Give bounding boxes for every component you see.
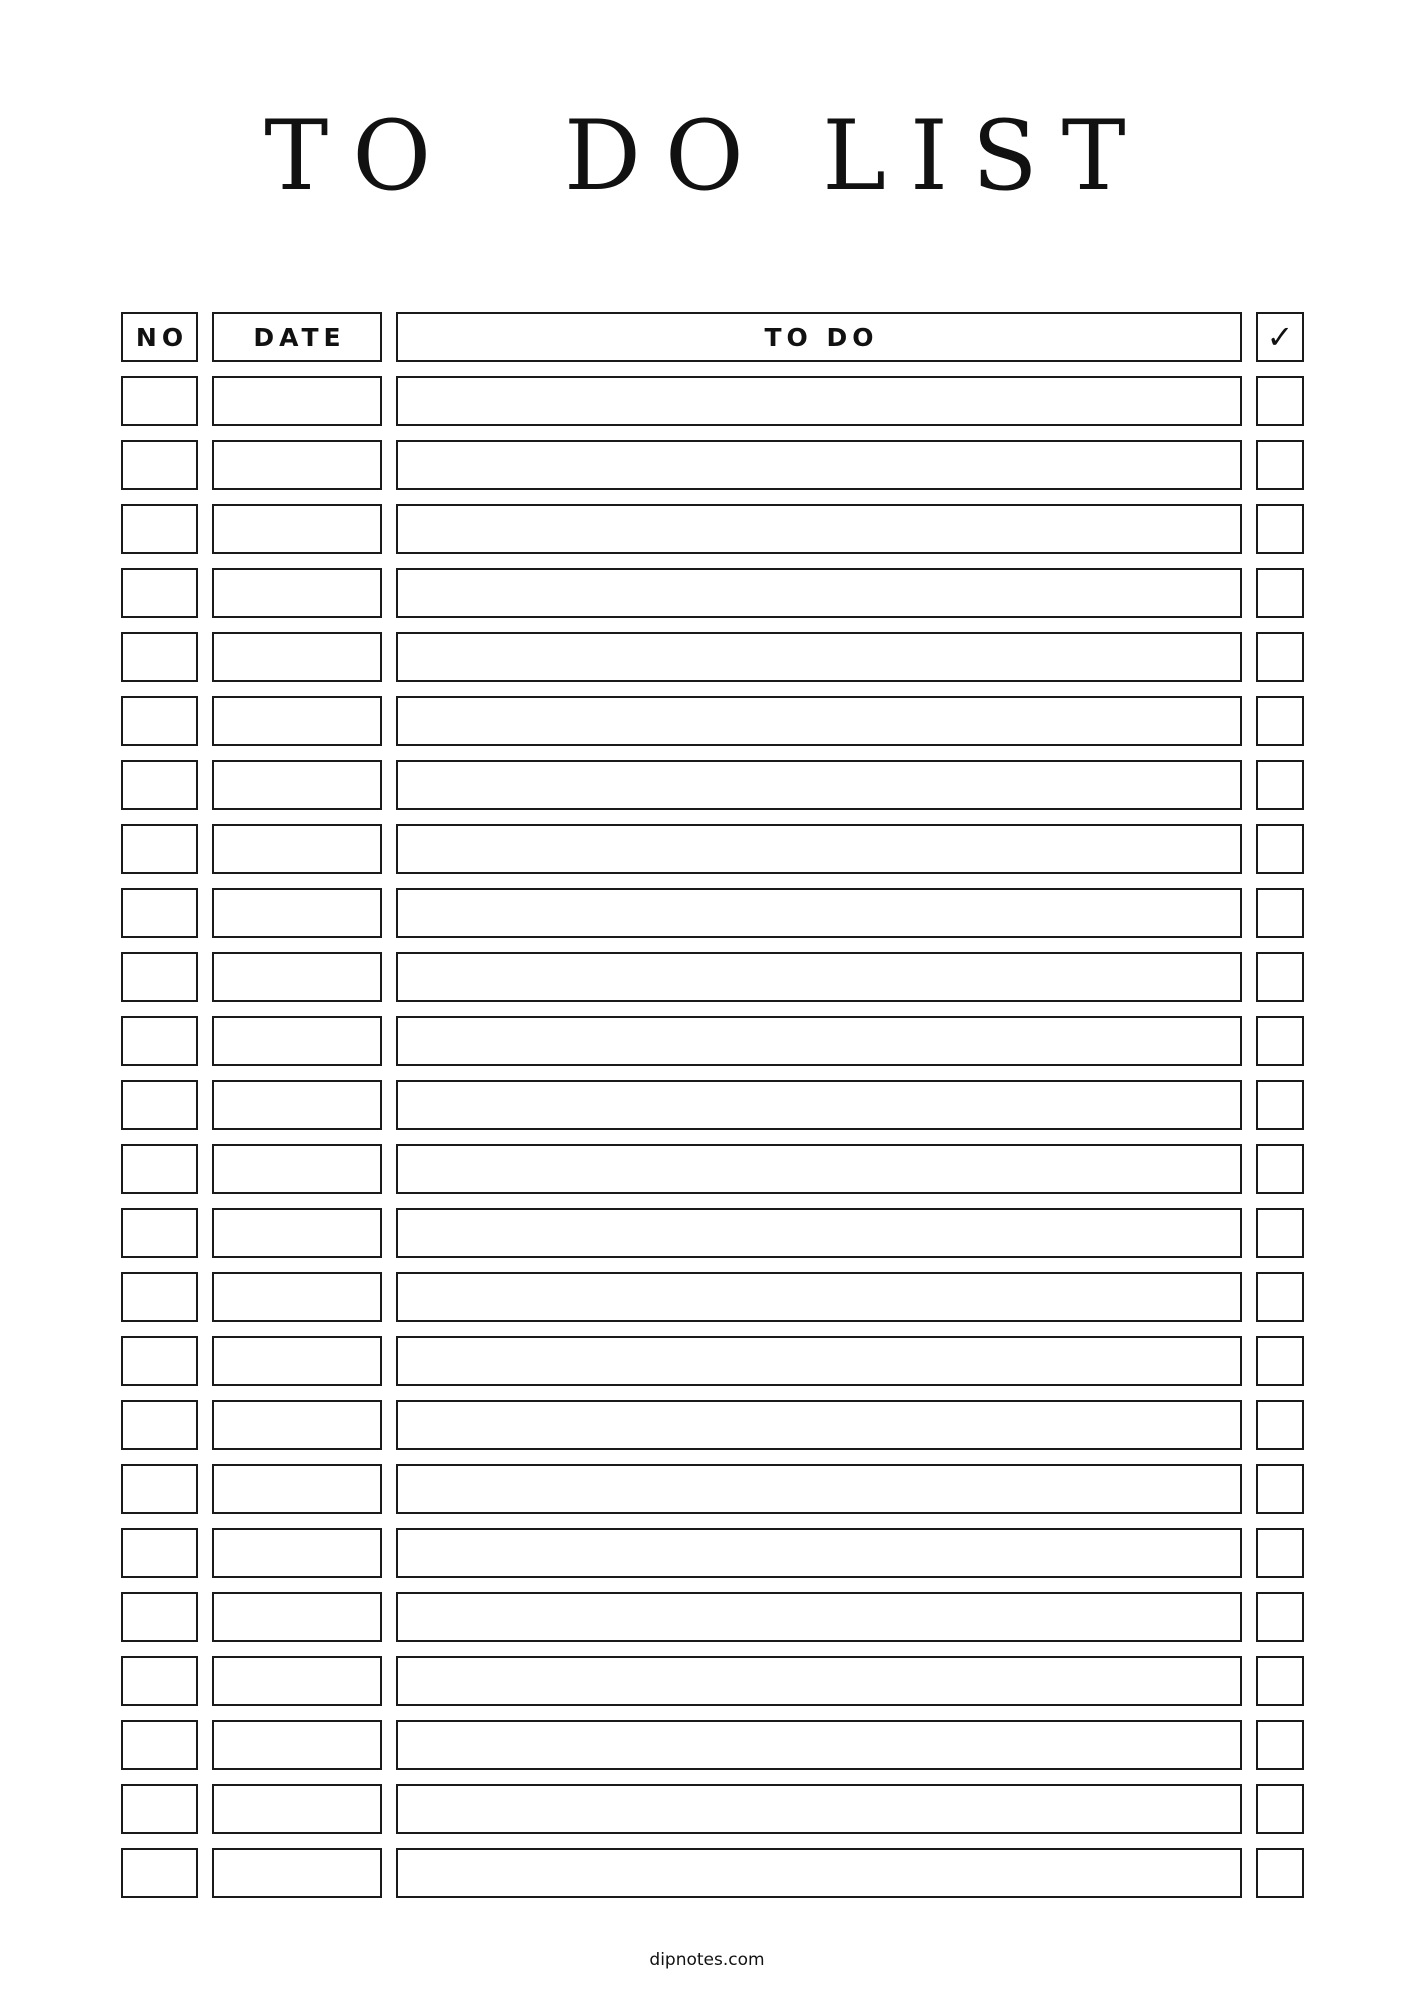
row-done-checkbox[interactable]: [1256, 1784, 1304, 1834]
row-date-cell[interactable]: [212, 824, 382, 874]
row-no-cell[interactable]: [121, 888, 198, 938]
row-no-cell[interactable]: [121, 1528, 198, 1578]
row-date-cell[interactable]: [212, 1208, 382, 1258]
row-date-cell[interactable]: [212, 504, 382, 554]
row-no-cell[interactable]: [121, 1144, 198, 1194]
row-todo-cell[interactable]: [396, 1336, 1242, 1386]
row-done-checkbox[interactable]: [1256, 1336, 1304, 1386]
row-no-cell[interactable]: [121, 1720, 198, 1770]
row-no-cell[interactable]: [121, 952, 198, 1002]
row-date-cell[interactable]: [212, 1016, 382, 1066]
row-done-checkbox[interactable]: [1256, 1080, 1304, 1130]
row-no-cell[interactable]: [121, 1272, 198, 1322]
row-done-checkbox[interactable]: [1256, 1720, 1304, 1770]
header-todo-label: TO DO: [764, 322, 879, 352]
row-todo-cell[interactable]: [396, 1144, 1242, 1194]
row-todo-cell[interactable]: [396, 696, 1242, 746]
row-todo-cell[interactable]: [396, 376, 1242, 426]
row-done-checkbox[interactable]: [1256, 1144, 1304, 1194]
row-no-cell[interactable]: [121, 1208, 198, 1258]
row-no-cell[interactable]: [121, 824, 198, 874]
header-done: [1256, 312, 1304, 362]
row-no-cell[interactable]: [121, 760, 198, 810]
row-todo-cell[interactable]: [396, 888, 1242, 938]
row-no-cell[interactable]: [121, 1784, 198, 1834]
row-date-cell[interactable]: [212, 376, 382, 426]
row-done-checkbox[interactable]: [1256, 760, 1304, 810]
row-no-cell[interactable]: [121, 1592, 198, 1642]
row-done-checkbox[interactable]: [1256, 1656, 1304, 1706]
row-no-cell[interactable]: [121, 1336, 198, 1386]
row-todo-cell[interactable]: [396, 1400, 1242, 1450]
row-date-cell[interactable]: [212, 1336, 382, 1386]
header-date: [212, 312, 382, 362]
row-done-checkbox[interactable]: [1256, 1016, 1304, 1066]
row-done-checkbox[interactable]: [1256, 952, 1304, 1002]
row-done-checkbox[interactable]: [1256, 632, 1304, 682]
row-date-cell[interactable]: [212, 1784, 382, 1834]
row-no-cell[interactable]: [121, 696, 198, 746]
row-no-cell[interactable]: [121, 440, 198, 490]
row-no-cell[interactable]: [121, 1464, 198, 1514]
row-date-cell[interactable]: [212, 568, 382, 618]
row-no-cell[interactable]: [121, 1080, 198, 1130]
row-todo-cell[interactable]: [396, 1848, 1242, 1898]
row-done-checkbox[interactable]: [1256, 504, 1304, 554]
row-no-cell[interactable]: [121, 376, 198, 426]
row-todo-cell[interactable]: [396, 1656, 1242, 1706]
row-no-cell[interactable]: [121, 568, 198, 618]
row-done-checkbox[interactable]: [1256, 824, 1304, 874]
row-done-checkbox[interactable]: [1256, 376, 1304, 426]
row-date-cell[interactable]: [212, 1400, 382, 1450]
row-done-checkbox[interactable]: [1256, 1400, 1304, 1450]
header-no-label: NO: [135, 322, 189, 352]
page-title: TO DO LIST: [264, 100, 1150, 212]
row-done-checkbox[interactable]: [1256, 440, 1304, 490]
row-date-cell[interactable]: [212, 1720, 382, 1770]
row-todo-cell[interactable]: [396, 1080, 1242, 1130]
row-no-cell[interactable]: [121, 504, 198, 554]
row-todo-cell[interactable]: [396, 1720, 1242, 1770]
row-done-checkbox[interactable]: [1256, 1528, 1304, 1578]
row-done-checkbox[interactable]: [1256, 1848, 1304, 1898]
row-todo-cell[interactable]: [396, 760, 1242, 810]
row-todo-cell[interactable]: [396, 1784, 1242, 1834]
row-no-cell[interactable]: [121, 1400, 198, 1450]
row-date-cell[interactable]: [212, 1592, 382, 1642]
checkmark-icon: ✓: [1266, 318, 1294, 356]
row-todo-cell[interactable]: [396, 1528, 1242, 1578]
row-no-cell[interactable]: [121, 1656, 198, 1706]
row-date-cell[interactable]: [212, 1464, 382, 1514]
row-done-checkbox[interactable]: [1256, 1592, 1304, 1642]
row-date-cell[interactable]: [212, 632, 382, 682]
row-done-checkbox[interactable]: [1256, 1464, 1304, 1514]
row-done-checkbox[interactable]: [1256, 1272, 1304, 1322]
row-date-cell[interactable]: [212, 1656, 382, 1706]
row-done-checkbox[interactable]: [1256, 1208, 1304, 1258]
row-todo-cell[interactable]: [396, 440, 1242, 490]
row-done-checkbox[interactable]: [1256, 888, 1304, 938]
row-date-cell[interactable]: [212, 760, 382, 810]
row-date-cell[interactable]: [212, 1848, 382, 1898]
row-no-cell[interactable]: [121, 1016, 198, 1066]
row-date-cell[interactable]: [212, 1272, 382, 1322]
footer-site: dipnotes.com: [649, 1950, 765, 1970]
row-todo-cell[interactable]: [396, 1208, 1242, 1258]
row-todo-cell[interactable]: [396, 1592, 1242, 1642]
row-todo-cell[interactable]: [396, 1272, 1242, 1322]
header-todo: [396, 312, 1242, 362]
row-todo-cell[interactable]: [396, 824, 1242, 874]
row-done-checkbox[interactable]: [1256, 696, 1304, 746]
row-todo-cell[interactable]: [396, 952, 1242, 1002]
header-date-label: DATE: [253, 322, 346, 352]
header-no: [121, 312, 198, 362]
row-no-cell[interactable]: [121, 1848, 198, 1898]
row-done-checkbox[interactable]: [1256, 568, 1304, 618]
row-todo-cell[interactable]: [396, 568, 1242, 618]
row-date-cell[interactable]: [212, 696, 382, 746]
row-todo-cell[interactable]: [396, 632, 1242, 682]
row-date-cell[interactable]: [212, 1144, 382, 1194]
row-todo-cell[interactable]: [396, 504, 1242, 554]
row-date-cell[interactable]: [212, 1528, 382, 1578]
row-date-cell[interactable]: [212, 440, 382, 490]
row-todo-cell[interactable]: [396, 1016, 1242, 1066]
row-no-cell[interactable]: [121, 632, 198, 682]
row-todo-cell[interactable]: [396, 1464, 1242, 1514]
row-date-cell[interactable]: [212, 888, 382, 938]
row-date-cell[interactable]: [212, 952, 382, 1002]
row-date-cell[interactable]: [212, 1080, 382, 1130]
